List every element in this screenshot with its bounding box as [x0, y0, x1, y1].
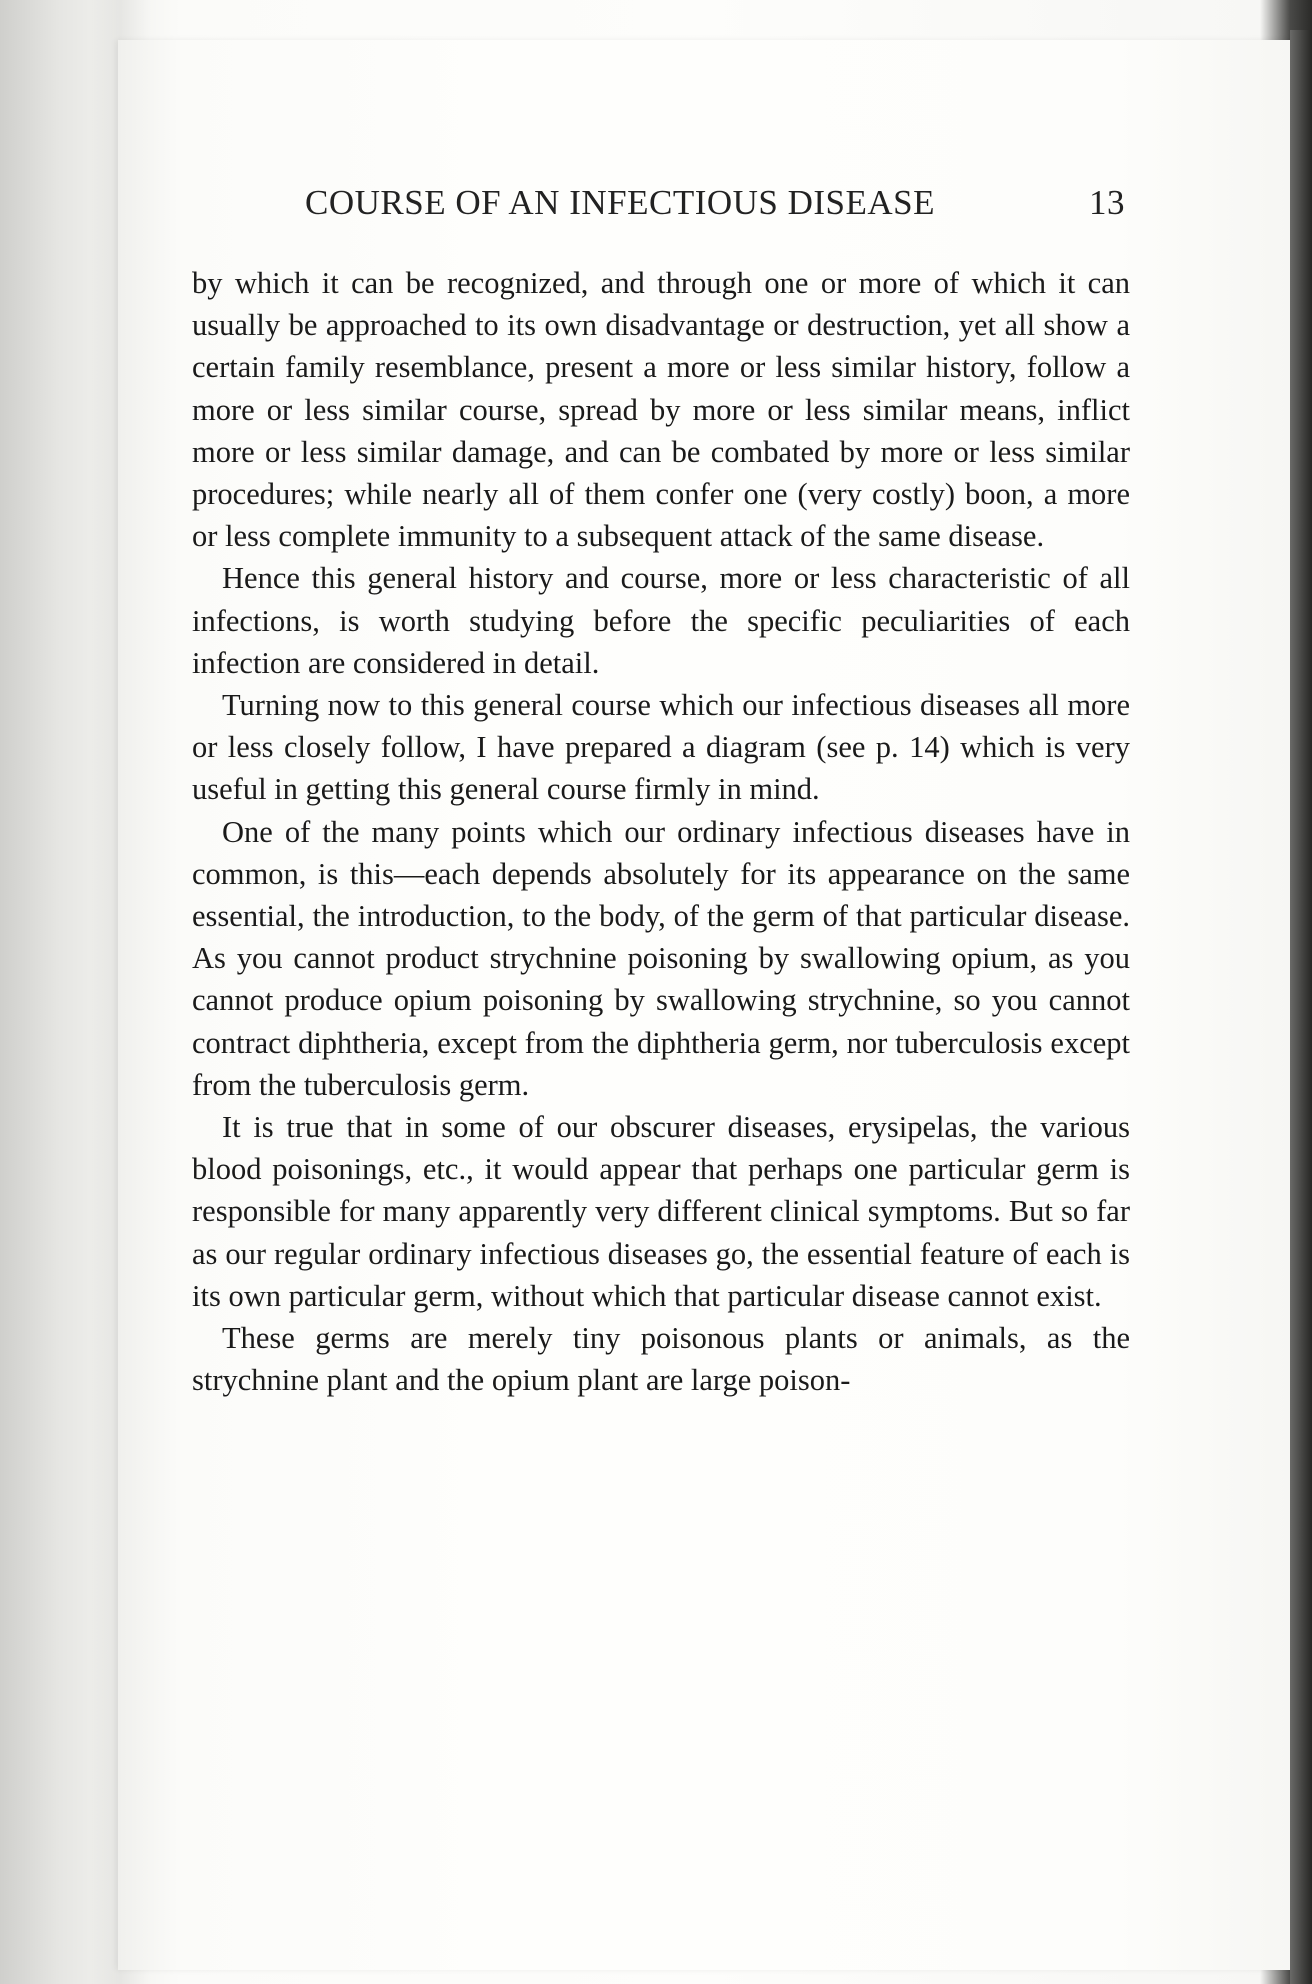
body-text: [192, 262, 1130, 1401]
paragraph-4: One of the many points which our ordinary infectious diseases have in common, is this—each depends absolutely for its appearance on the same essential, the introduction, to the body, of the germ of that particular disease. As you cannot product strychnine poisoning by swallowing opium, as you cannot produce opium poisoning by swallowing strychnine, so you cannot contract diphtheria, except from the diphtheria germ, nor tuberculosis except from the tuberculosis germ.: [192, 814, 1130, 1102]
running-header: [305, 183, 1125, 233]
paragraph-2: Hence this general history and course, more or less characteristic of all infections, is worth studying before the specific peculiarities of each infection are considered in detail.: [192, 561, 1130, 680]
paragraph-3: Turning now to this general course which our infectious diseases all more or less closely follow, I have prepared a diagram (see p. 14) which is very useful in getting this general course firmly in mind.: [192, 688, 1130, 807]
page-edge: [1290, 30, 1312, 1984]
paragraph-6: These germs are merely tiny poisonous plants or animals, as the strychnine plant and the opium plant are large poison-: [192, 1321, 1130, 1398]
running-head-title: COURSE OF AN INFECTIOUS DISEASE: [305, 183, 936, 222]
paragraph-1: by which it can be recognized, and through one or more of which it can usually be approached to its own disadvantage or destruction, yet all show a certain family resemblance, present a more or less similar history, follow a more or less similar course, spread by more or less similar means, inflict more or less similar damage, and can be combated by more or less similar procedures; while nearly all of them confer one (very costly) boon, a more or less complete immunity to a subsequent attack of the same disease.: [192, 266, 1130, 554]
page-number: 13: [1089, 183, 1125, 222]
paragraph-5: It is true that in some of our obscurer diseases, erysipelas, the various blood poisonings, etc., it would appear that perhaps one particular germ is responsible for many apparently very different clinical symptoms. But so far as our regular ordinary infectious diseases go, the essential feature of each is its own particular germ, without which that particular disease cannot exist.: [192, 1110, 1130, 1313]
